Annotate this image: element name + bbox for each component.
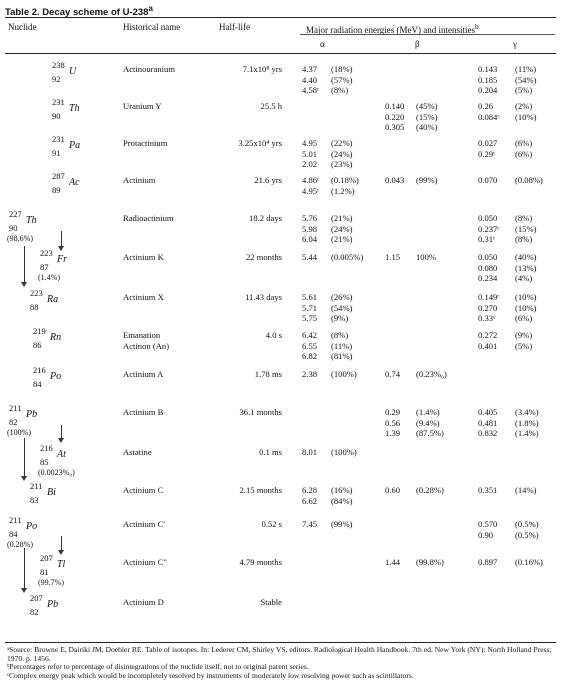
header-rule-bottom <box>5 53 556 54</box>
beta-energy: 0.56 <box>385 417 401 428</box>
gamma-energy: 0.832 <box>478 428 498 438</box>
gamma-energy: 0.143 <box>478 64 498 74</box>
gamma-intensity: (2%) <box>515 101 533 111</box>
alpha-intensity: (0.005%) <box>331 252 364 262</box>
half-life-value: 25.5 h <box>260 101 282 111</box>
gamma-intensity: (5%) <box>515 85 533 95</box>
alpha-energy: 7.45 <box>302 519 318 529</box>
table-title: Table 2. Decay scheme of U-238$^a$ <box>5 4 153 19</box>
alpha-energy: 5.71 <box>302 302 318 313</box>
nuclide-symbol: Ac <box>69 177 80 188</box>
historical-name: Actinium X <box>123 292 164 302</box>
gamma-intensity: (0.5%) <box>515 529 539 540</box>
beta-intensity: (99%) <box>416 175 438 185</box>
historical-name: Actinium D <box>123 597 164 607</box>
gamma-intensity: (6%) <box>515 138 533 148</box>
half-life-value: 0.1 ms <box>259 447 282 457</box>
nuclide-atomic-number: 81 <box>40 567 49 577</box>
gamma-intensity: (6%) <box>515 148 533 159</box>
historical-name: Actinium <box>123 175 156 185</box>
half-life-value: 3.25x10⁴ yrs <box>238 138 282 148</box>
gamma-energy: 0.070 <box>478 175 498 185</box>
beta-energy: 1.15 <box>385 252 401 262</box>
half-life-value: 7.1x10⁸ yrs <box>242 64 282 74</box>
alpha-intensity: (18%) <box>331 64 353 74</box>
alpha-intensity: (9%) <box>331 313 349 323</box>
alpha-energy: 5.98 <box>302 223 318 234</box>
alpha-energy: 4.86ᶜ <box>302 175 320 185</box>
nuclide-mass-number: 223 <box>30 288 43 298</box>
beta-intensity: (45%) <box>416 101 438 111</box>
nuclide-mass-number: 238 <box>52 60 65 70</box>
half-life-value: 18.2 days <box>249 213 282 223</box>
gamma-energy: 0.90 <box>478 529 494 540</box>
historical-name: Radioactinium <box>123 213 174 223</box>
gamma-intensity: (40%) <box>515 252 537 262</box>
alpha-energy: 5.61 <box>302 292 318 302</box>
historical-name: Actinium C" <box>123 557 167 567</box>
alpha-intensity: (1.2%) <box>331 185 355 196</box>
alpha-energy: 2.38 <box>302 369 318 379</box>
gamma-energy: 0.234 <box>478 273 498 283</box>
nuclide-symbol: Th <box>69 103 80 114</box>
gamma-intensity: (10%) <box>515 111 537 122</box>
alpha-energy: 6.28 <box>302 485 318 495</box>
half-life-value: 2.15 months <box>239 485 282 495</box>
decay-branch-line <box>61 231 62 246</box>
nuclide-symbol: At <box>57 449 66 460</box>
gamma-energy: 0.027 <box>478 138 498 148</box>
alpha-energy: 2.02 <box>302 159 318 169</box>
nuclide-mass-number: 219 <box>33 326 46 336</box>
alpha-intensity: (100%) <box>331 447 357 457</box>
nuclide-mass-number: 211 <box>30 481 43 491</box>
beta-energy: 0.60 <box>385 485 401 495</box>
historical-name: Actinium C <box>123 485 164 495</box>
alpha-intensity: (57%) <box>331 74 353 85</box>
alpha-energy: 6.04 <box>302 234 318 244</box>
alpha-intensity: (0.18%) <box>331 175 359 185</box>
nuclide-atomic-number: 90 <box>52 111 61 121</box>
historical-name: Actinium B <box>123 407 164 417</box>
half-life-value: 1.78 ms <box>254 369 282 379</box>
footnotes <box>7 646 555 680</box>
arrow-down-icon <box>21 476 27 481</box>
historical-name: Actinon (An) <box>123 340 170 351</box>
gamma-energy: 0.270 <box>478 302 498 313</box>
decay-branch-line <box>24 246 25 282</box>
beta-energy: 0.305 <box>385 122 405 132</box>
header-alpha: α <box>320 39 325 49</box>
beta-intensity: (40%) <box>416 122 438 132</box>
nuclide-atomic-number: 86 <box>33 340 42 350</box>
nuclide-atomic-number: 83 <box>30 495 39 505</box>
branch-percentage: (0.0023%₀) <box>38 468 75 477</box>
nuclide-atomic-number: 85 <box>40 457 49 467</box>
nuclide-symbol: Bi <box>47 487 56 498</box>
gamma-energy: 0.31ᶜ <box>478 234 496 244</box>
nuclide-mass-number: 231 <box>52 134 65 144</box>
gamma-energy: 0.080 <box>478 262 498 273</box>
arrow-down-icon <box>58 438 64 443</box>
header-nuclide: Nuclide <box>8 22 37 32</box>
header-historical-name: Historical name <box>123 22 181 32</box>
header-subrule <box>300 34 555 35</box>
nuclide-mass-number: 227 <box>9 209 22 219</box>
gamma-intensity: (11%) <box>515 64 537 74</box>
nuclide-atomic-number: 82 <box>9 417 18 427</box>
beta-energy: 1.44 <box>385 557 401 567</box>
gamma-intensity: (3.4%) <box>515 407 539 417</box>
footnote: ᵃSource: Browne E, Dairiki JM, Doebler RE. Table of isotopes. In: Lederer CM, Shirley VS, editors. Radiological Health Handbook. 7th ed. New York (NY): North Holland Press; 1970. p. 1456. <box>7 645 552 663</box>
beta-intensity: (0.28%) <box>416 485 444 495</box>
nuclide-mass-number: 216 <box>40 443 53 453</box>
branch-percentage: (1.4%) <box>38 273 60 282</box>
decay-branch-line <box>61 536 62 550</box>
alpha-intensity: (8%) <box>331 85 349 95</box>
nuclide-mass-number: 207 <box>30 593 43 603</box>
gamma-energy: 0.405 <box>478 407 498 417</box>
decay-branch-line <box>24 438 25 476</box>
gamma-energy: 0.351 <box>478 485 498 495</box>
nuclide-atomic-number: 84 <box>33 379 42 389</box>
alpha-intensity: (81%) <box>331 351 353 361</box>
beta-intensity: (87.5%) <box>416 428 444 438</box>
header-half-life: Half-life <box>219 22 250 32</box>
beta-intensity: (1.4%) <box>416 407 440 417</box>
branch-percentage: (0.28%) <box>7 540 33 549</box>
gamma-intensity: (1.8%) <box>515 417 539 428</box>
gamma-intensity: (15%) <box>515 223 537 234</box>
nuclide-mass-number: 223 <box>40 248 53 258</box>
half-life-value: 22 months <box>245 252 282 262</box>
nuclide-symbol: Pb <box>26 409 38 420</box>
historical-name: Protactinium <box>123 138 168 148</box>
historical-name: Emanation <box>123 330 161 340</box>
beta-intensity: (9.4%) <box>416 417 440 428</box>
gamma-intensity: (9%) <box>515 330 533 340</box>
gamma-intensity: (8%) <box>515 234 533 244</box>
nuclide-atomic-number: 88 <box>30 302 39 312</box>
alpha-intensity: (23%) <box>331 159 353 169</box>
gamma-energy: 0.204 <box>478 85 498 95</box>
gamma-energy: 0.481 <box>478 417 498 428</box>
historical-name: Actinium K <box>123 252 164 262</box>
nuclide-mass-number: 231 <box>52 97 65 107</box>
alpha-intensity: (26%) <box>331 292 353 302</box>
beta-energy: 1.39 <box>385 428 401 438</box>
beta-energy: 0.043 <box>385 175 405 185</box>
half-life-value: 0.52 s <box>261 519 282 529</box>
alpha-energy: 6.42 <box>302 330 318 340</box>
alpha-intensity: (16%) <box>331 485 353 495</box>
alpha-intensity: (22%) <box>331 138 353 148</box>
historical-name: Uranium Y <box>123 101 162 111</box>
beta-intensity: (99.8%) <box>416 557 444 567</box>
historical-name: Actinium C' <box>123 519 165 529</box>
alpha-energy: 5.76 <box>302 213 318 223</box>
nuclide-symbol: Po <box>26 521 38 532</box>
gamma-intensity: (1.4%) <box>515 428 539 438</box>
gamma-energy: 0.29ᶜ <box>478 148 496 159</box>
beta-energy: 0.140 <box>385 101 405 111</box>
alpha-intensity: (54%) <box>331 302 353 313</box>
nuclide-symbol: Rn <box>50 332 62 343</box>
gamma-intensity: (54%) <box>515 74 537 85</box>
nuclide-mass-number: 207 <box>40 553 53 563</box>
nuclide-mass-number: 216 <box>33 365 46 375</box>
gamma-energy: 0.26 <box>478 101 494 111</box>
gamma-energy: 0.272 <box>478 330 498 340</box>
historical-name: Actinouranium <box>123 64 176 74</box>
beta-intensity: (0.23%₀) <box>416 369 447 379</box>
half-life-value: Stable <box>260 597 282 607</box>
header-gamma: γ <box>513 39 517 49</box>
decay-branch-line <box>61 425 62 438</box>
alpha-intensity: (24%) <box>331 223 353 234</box>
nuclide-atomic-number: 91 <box>52 148 61 158</box>
half-life-value: 21.6 yrs <box>254 175 282 185</box>
gamma-intensity: (14%) <box>515 485 537 495</box>
gamma-intensity: (5%) <box>515 340 533 351</box>
gamma-intensity: (4%) <box>515 273 533 283</box>
nuclide-mass-number: 211 <box>9 403 22 413</box>
beta-intensity: 100% <box>416 252 437 262</box>
nuclide-atomic-number: 87 <box>40 262 49 272</box>
gamma-energy: 0.050 <box>478 252 498 262</box>
arrow-down-icon <box>21 588 27 593</box>
gamma-energy: 0.33ᶜ <box>478 313 496 323</box>
alpha-intensity: (11%) <box>331 340 353 351</box>
half-life-value: 11.43 days <box>245 292 282 302</box>
gamma-energy: 0.570 <box>478 519 498 529</box>
footnote: ᶜComplex energy peak which would be incompletely resolved by instruments of moderately low resolving power such as scintillators. <box>7 670 414 680</box>
nuclide-atomic-number: 92 <box>52 74 61 84</box>
historical-name: Actinium A <box>123 369 164 379</box>
nuclide-symbol: U <box>69 66 77 77</box>
gamma-intensity: (10%) <box>515 302 537 313</box>
gamma-intensity: (6%) <box>515 313 533 323</box>
alpha-energy: 4.58ᶜ <box>302 85 320 95</box>
nuclide-atomic-number: 89 <box>52 185 61 195</box>
gamma-intensity: (8%) <box>515 213 533 223</box>
header-rule-top <box>5 17 556 18</box>
alpha-intensity: (8%) <box>331 330 349 340</box>
alpha-intensity: (21%) <box>331 213 353 223</box>
alpha-energy: 5.01 <box>302 148 318 159</box>
beta-intensity: (15%) <box>416 111 438 122</box>
alpha-energy: 5.44 <box>302 252 318 262</box>
alpha-intensity: (99%) <box>331 519 353 529</box>
alpha-energy: 4.95ᶜ <box>302 185 320 196</box>
alpha-energy: 4.95 <box>302 138 318 148</box>
nuclide-symbol: Fr <box>57 254 67 265</box>
decay-branch-line <box>24 548 25 588</box>
header-beta: β <box>415 39 420 49</box>
gamma-energy: 0.237ᶜ <box>478 223 500 234</box>
nuclide-symbol: Tl <box>57 559 66 570</box>
gamma-energy: 0.149ᶜ <box>478 292 500 302</box>
nuclide-atomic-number: 82 <box>30 607 39 617</box>
alpha-energy: 8.01 <box>302 447 318 457</box>
historical-name: Astatine <box>123 447 152 457</box>
nuclide-mass-number: 211 <box>9 515 22 525</box>
gamma-energy: 0.897 <box>478 557 498 567</box>
table-rule-bottom <box>5 642 556 643</box>
gamma-intensity: (10%) <box>515 292 537 302</box>
alpha-energy: 5.75 <box>302 313 318 323</box>
gamma-intensity: (0.5%) <box>515 519 539 529</box>
nuclide-atomic-number: 90 <box>9 223 18 233</box>
arrow-down-icon <box>21 282 27 287</box>
gamma-intensity: (0.08%) <box>515 175 543 185</box>
gamma-intensity: (13%) <box>515 262 537 273</box>
half-life-value: 4.0 s <box>265 330 282 340</box>
nuclide-symbol: Po <box>50 371 62 382</box>
alpha-energy: 6.82 <box>302 351 318 361</box>
gamma-energy: 0.185 <box>478 74 498 85</box>
alpha-intensity: (84%) <box>331 495 353 506</box>
gamma-energy: 0.084ᶜ <box>478 111 500 122</box>
arrow-down-icon <box>58 246 64 251</box>
beta-energy: 0.220 <box>385 111 405 122</box>
alpha-intensity: (24%) <box>331 148 353 159</box>
gamma-intensity: (0.16%) <box>515 557 543 567</box>
gamma-energy: 0.401 <box>478 340 498 351</box>
header-major-radiation: Major radiation energies (MeV) and intensities$^b$ <box>306 22 479 35</box>
footnote: ᵇPercentages refer to percentage of disintegrations of the nuclide itself, not to original parent series. <box>7 662 309 672</box>
beta-energy: 0.74 <box>385 369 401 379</box>
alpha-energy: 4.40 <box>302 74 318 85</box>
alpha-intensity: (100%) <box>331 369 357 379</box>
nuclide-symbol: Pb <box>47 599 59 610</box>
gamma-energy: 0.050 <box>478 213 498 223</box>
beta-energy: 0.29 <box>385 407 401 417</box>
nuclide-symbol: Pa <box>69 140 81 151</box>
branch-percentage: (98.6%) <box>7 234 33 243</box>
alpha-intensity: (21%) <box>331 234 353 244</box>
arrow-down-icon <box>58 550 64 555</box>
nuclide-mass-number: 287 <box>52 171 65 181</box>
alpha-energy: 6.55 <box>302 340 318 351</box>
nuclide-symbol: Ra <box>47 294 59 305</box>
alpha-energy: 6.62 <box>302 495 318 506</box>
nuclide-atomic-number: 84 <box>9 529 18 539</box>
half-life-value: 4.79 months <box>239 557 282 567</box>
alpha-energy: 4.37 <box>302 64 318 74</box>
nuclide-symbol: Th <box>26 215 37 226</box>
branch-percentage: (99.7%) <box>38 578 64 587</box>
half-life-value: 36.1 months <box>239 407 282 417</box>
branch-percentage: (100%) <box>7 428 31 437</box>
